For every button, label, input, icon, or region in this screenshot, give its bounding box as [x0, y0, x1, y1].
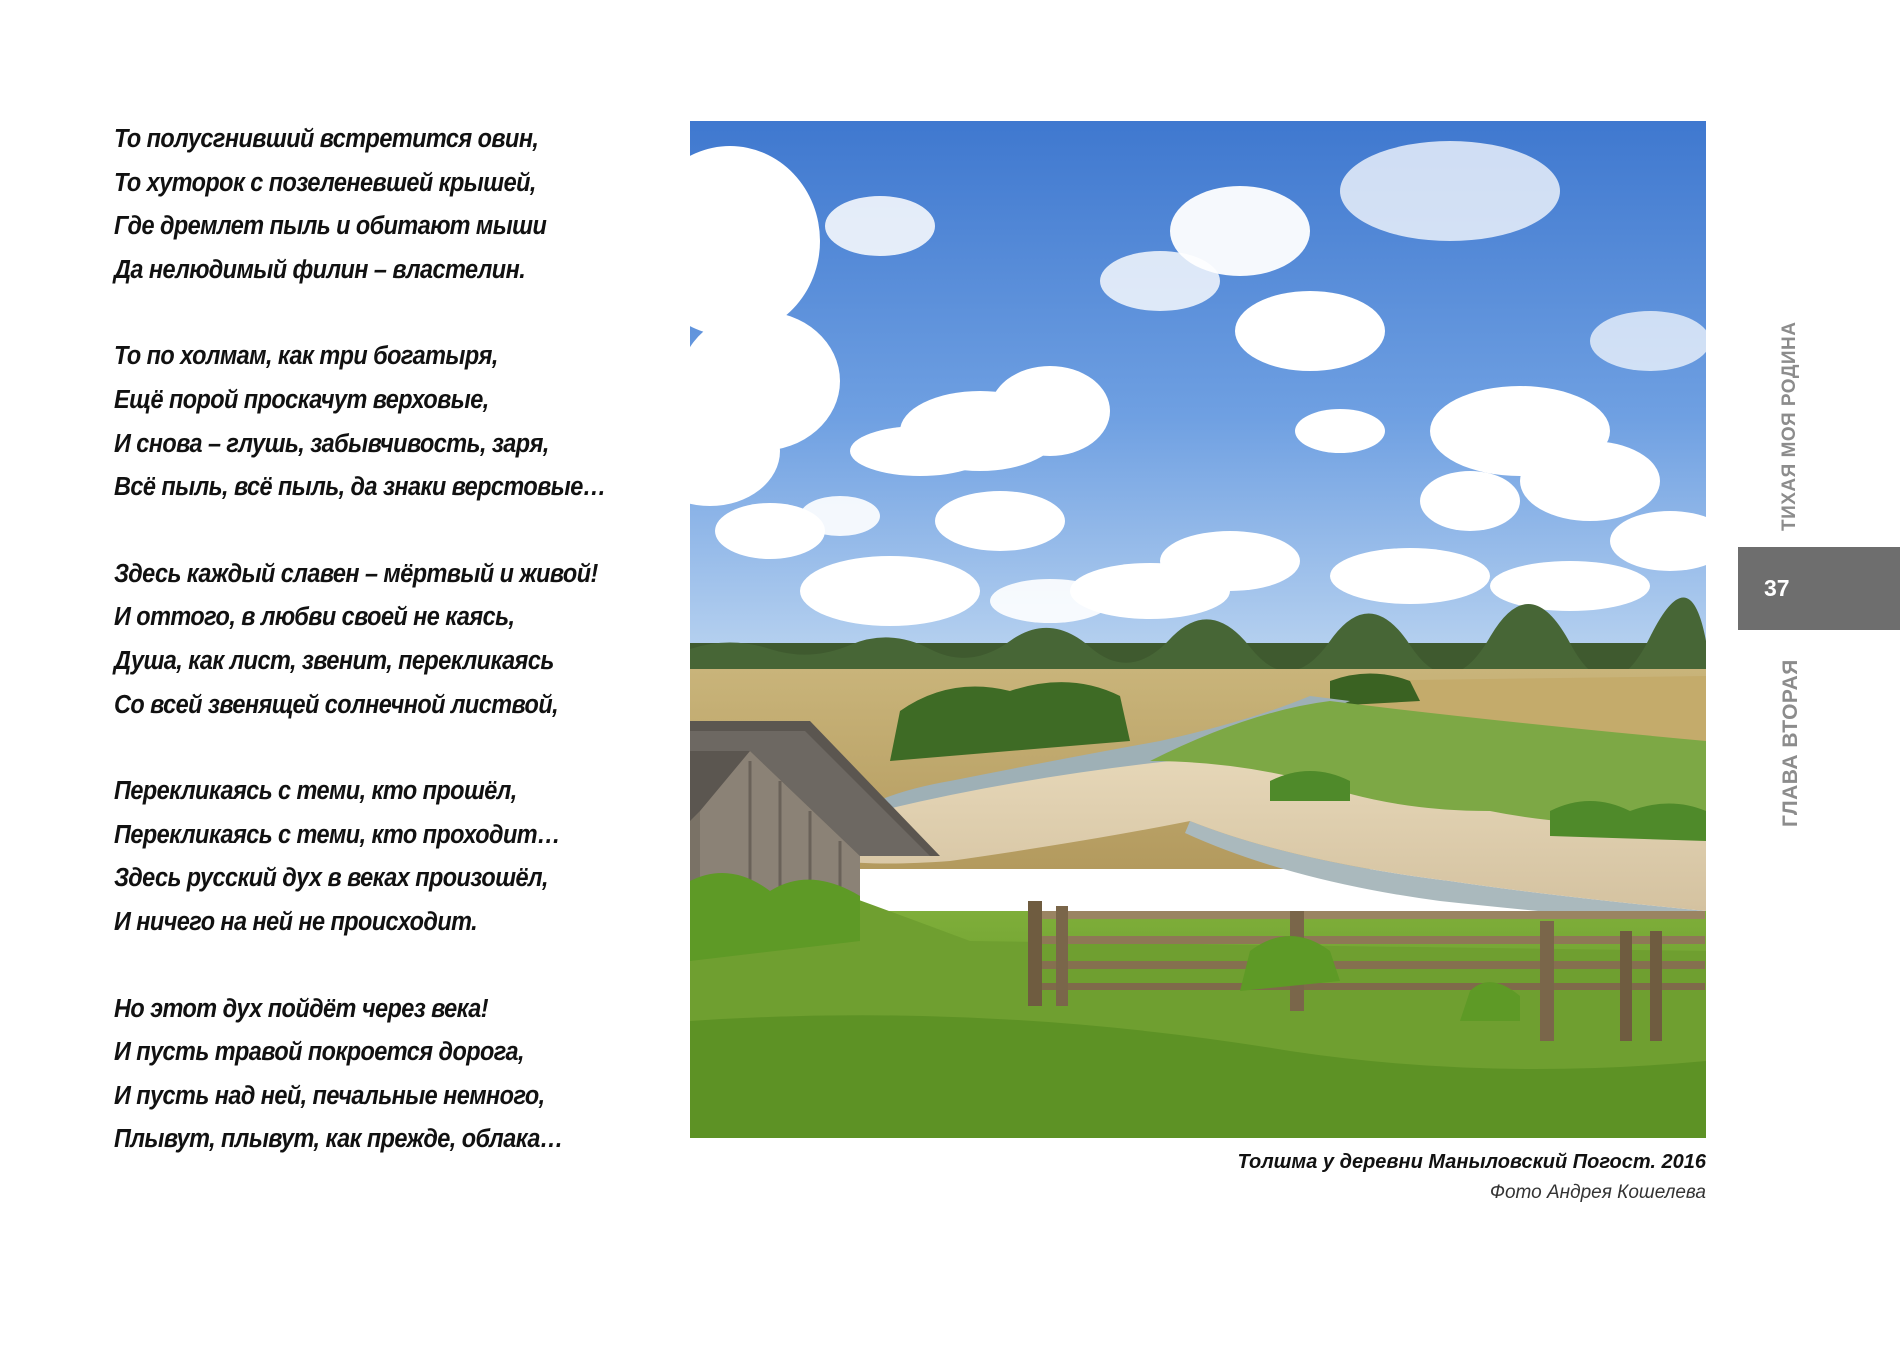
poem-line: Где дремлет пыль и обитают мыши — [114, 212, 547, 241]
poem-line: Со всей звенящей солнечной листвой, — [114, 690, 559, 719]
poem-line: То по холмам, как три богатыря, — [114, 342, 498, 371]
section-running-title: ГЛАВА ВТОРАЯ — [1779, 659, 1802, 827]
poem-line: И пусть травой покроется дорога, — [114, 1038, 524, 1067]
poem-line: Душа, как лист, звенит, перекликаясь — [114, 646, 554, 675]
page-number-tab — [1738, 547, 1900, 630]
stanza — [114, 770, 634, 944]
stanza — [114, 988, 634, 1162]
poem-line: Но этот дух пойдёт через века! — [114, 994, 489, 1023]
stanza — [114, 118, 634, 292]
poem-line: И пусть над ней, печальные немного, — [114, 1081, 545, 1110]
photo-caption: Толшма у деревни Маныловский Погост. 2016 — [1237, 1151, 1706, 1173]
page-number: 37 — [1764, 575, 1790, 601]
poem-line: То хуторок с позеленевшей крышей, — [114, 168, 536, 197]
poem — [114, 118, 634, 1205]
poem-line: Перекликаясь с теми, кто проходит… — [114, 820, 560, 849]
stanza — [114, 553, 634, 727]
chapter-running-title: ТИХАЯ МОЯ РОДИНА — [1779, 321, 1800, 531]
poem-line: Да нелюдимый филин – властелин. — [114, 255, 526, 284]
stanza — [114, 335, 634, 509]
poem-line: Плывут, плывут, как прежде, облака… — [114, 1125, 563, 1154]
photo-credit: Фото Андрея Кошелева — [1489, 1182, 1706, 1203]
poem-line: И оттого, в любви своей не каясь, — [114, 603, 515, 632]
landscape-photo — [690, 121, 1706, 1138]
poem-line: То полусгнивший встретится овин, — [114, 125, 539, 153]
poem-line: Перекликаясь с теми, кто прошёл, — [114, 777, 517, 806]
poem-line: Здесь каждый славен – мёртвый и живой! — [114, 559, 598, 588]
landscape-illustration — [690, 121, 1706, 1138]
poem-line: И ничего на ней не происходит. — [114, 907, 478, 936]
poem-line: Ещё порой проскачут верховые, — [114, 385, 489, 414]
poem-line: И снова – глушь, забывчивость, заря, — [114, 429, 549, 458]
poem-line: Всё пыль, всё пыль, да знаки верстовые… — [114, 473, 606, 502]
poem-line: Здесь русский дух в веках произошёл, — [114, 864, 549, 893]
